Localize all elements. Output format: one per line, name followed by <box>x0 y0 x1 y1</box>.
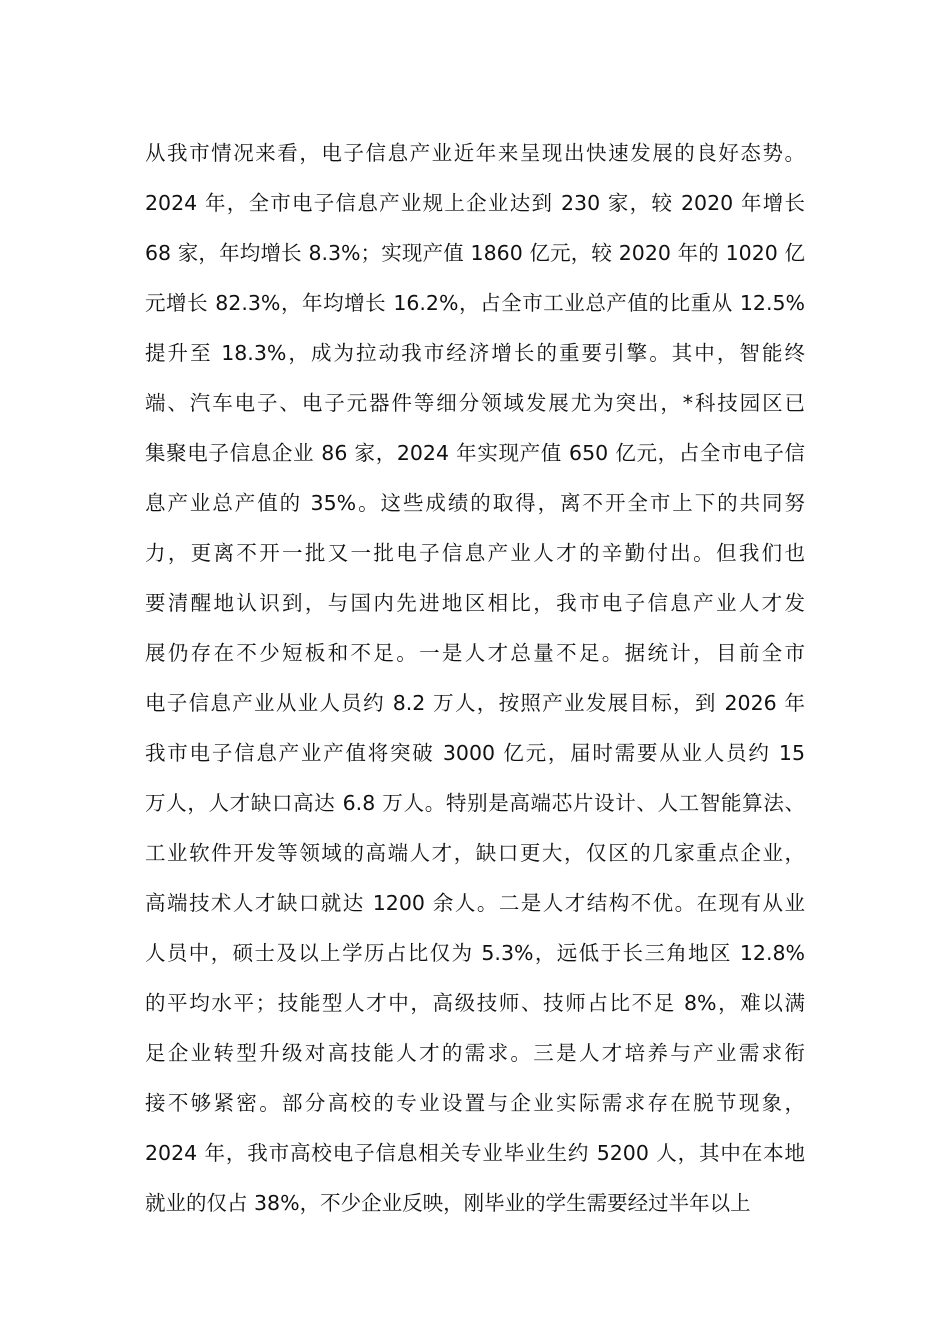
text-line: 接不够紧密。部分高校的专业设置与企业实际需求存在脱节现象， <box>145 1091 805 1115</box>
text-line: 展仍存在不少短板和不足。一是人才总量不足。据统计，目前全市 <box>145 641 805 665</box>
text-line: 电子信息产业从业人员约 8.2 万人，按照产业发展目标，到 2026 年 <box>145 691 805 715</box>
text-line: 高端技术人才缺口就达 1200 余人。二是人才结构不优。在现有从业 <box>145 891 805 915</box>
text-line: 要清醒地认识到，与国内先进地区相比，我市电子信息产业人才发 <box>145 591 805 615</box>
text-line: 2024 年，我市高校电子信息相关专业毕业生约 5200 人，其中在本地 <box>145 1141 805 1165</box>
text-line: 元增长 82.3%，年均增长 16.2%，占全市工业总产值的比重从 12.5% <box>145 291 805 315</box>
text-line: 人员中，硕士及以上学历占比仅为 5.3%，远低于长三角地区 12.8% <box>145 941 805 965</box>
text-line: 从我市情况来看，电子信息产业近年来呈现出快速发展的良好态势。 <box>145 141 805 165</box>
text-line: 提升至 18.3%，成为拉动我市经济增长的重要引擎。其中，智能终 <box>145 341 805 365</box>
text-line: 集聚电子信息企业 86 家，2024 年实现产值 650 亿元，占全市电子信 <box>145 441 805 465</box>
text-line: 68 家，年均增长 8.3%；实现产值 1860 亿元，较 2020 年的 1020 亿 <box>145 241 805 265</box>
body-paragraph <box>145 128 845 1228</box>
text-line: 足企业转型升级对高技能人才的需求。三是人才培养与产业需求衔 <box>145 1041 805 1065</box>
text-line: 工业软件开发等领域的高端人才，缺口更大，仅区的几家重点企业， <box>145 841 805 865</box>
text-line: 的平均水平；技能型人才中，高级技师、技师占比不足 8%，难以满 <box>145 991 805 1015</box>
text-line: 力，更离不开一批又一批电子信息产业人才的辛勤付出。但我们也 <box>145 541 805 565</box>
text-line: 息产业总产值的 35%。这些成绩的取得，离不开全市上下的共同努 <box>145 491 805 515</box>
text-line: 万人，人才缺口高达 6.8 万人。特别是高端芯片设计、人工智能算法、 <box>145 791 805 815</box>
text-line: 端、汽车电子、电子元器件等细分领域发展尤为突出，*科技园区已 <box>145 391 805 415</box>
text-line: 我市电子信息产业产值将突破 3000 亿元，届时需要从业人员约 15 <box>145 741 805 765</box>
text-line: 就业的仅占 38%，不少企业反映，刚毕业的学生需要经过半年以上 <box>145 1191 751 1215</box>
text-line: 2024 年，全市电子信息产业规上企业达到 230 家，较 2020 年增长 <box>145 191 805 215</box>
